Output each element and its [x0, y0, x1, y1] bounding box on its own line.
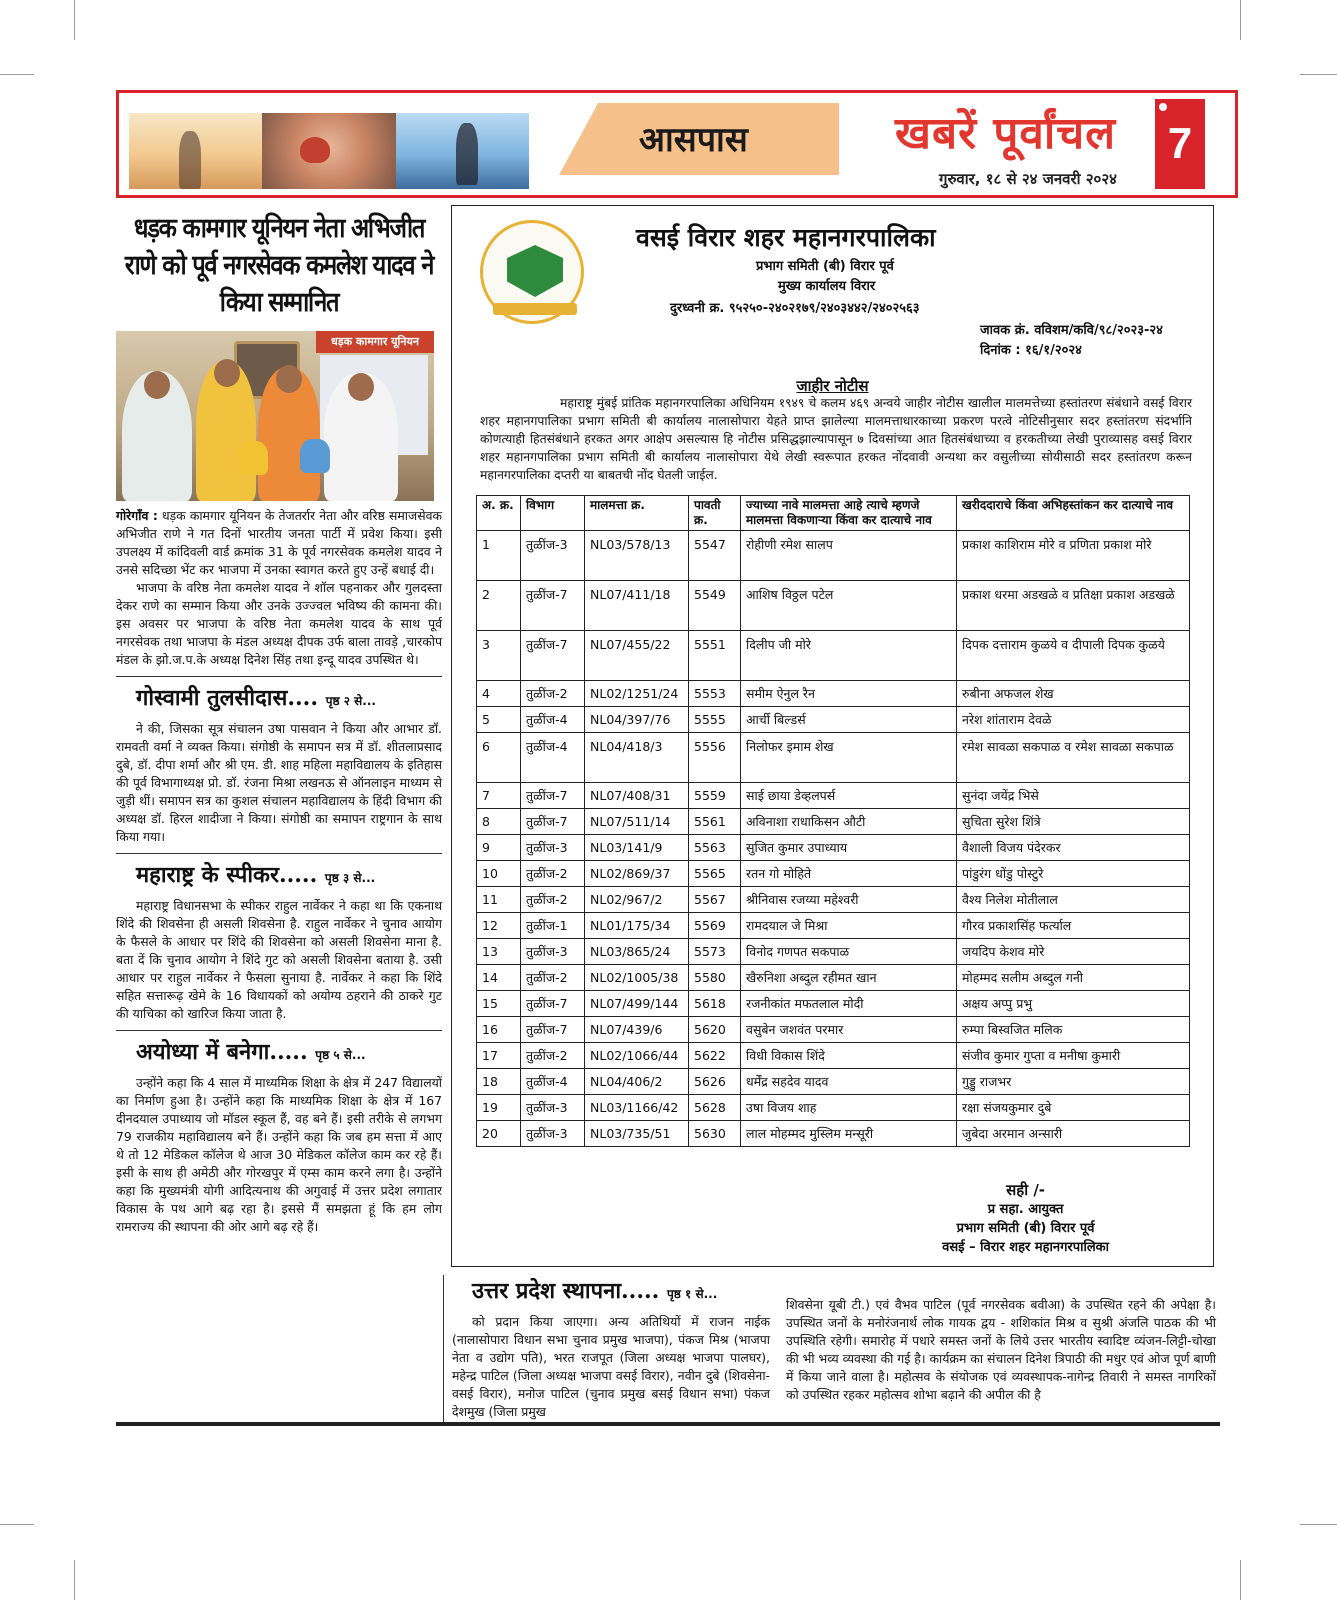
- crop-mark: [1300, 1524, 1337, 1525]
- table-cell: तुळींज-3: [521, 1121, 585, 1147]
- table-cell: NL01/175/34: [585, 913, 689, 939]
- table-cell: 6: [477, 733, 521, 783]
- org-line: प्रभाग समिती (बी) विरार पूर्व: [756, 259, 894, 274]
- col-header: विभाग: [521, 496, 585, 531]
- table-cell: 5626: [689, 1069, 741, 1095]
- continued-ref: पृष्ठ ५ से...: [315, 1048, 366, 1062]
- table-cell: तुळींज-2: [521, 887, 585, 913]
- table-row: [477, 1043, 1190, 1069]
- table-row: [477, 965, 1190, 991]
- table-cell: जयदिप केशव मोरे: [957, 939, 1190, 965]
- story-headline: गोस्वामी तुलसीदास.... पृष्ठ २ से...: [136, 685, 376, 711]
- notice-heading: जाहीर नोटीस: [796, 377, 869, 395]
- table-cell: आशिष विठ्ठल पटेल: [741, 581, 957, 631]
- table-cell: NL07/511/14: [585, 809, 689, 835]
- table-cell: रक्षा संजयकुमार दुबे: [957, 1095, 1190, 1121]
- table-cell: धर्मेंद्र सहदेव यादव: [741, 1069, 957, 1095]
- table-cell: तुळींज-4: [521, 707, 585, 733]
- table-cell: तुळींज-2: [521, 861, 585, 887]
- table-cell: तुळींज-3: [521, 939, 585, 965]
- table-cell: 15: [477, 991, 521, 1017]
- col-header: मालमत्ता क्र.: [585, 496, 689, 531]
- issue-date: गुरुवार, १८ से २४ जनवरी २०२४: [939, 170, 1117, 188]
- table-cell: 5565: [689, 861, 741, 887]
- ref-number: जावक क्रं. वविशम/कवि/९८/२०२३-२४: [980, 323, 1163, 338]
- table-row: [477, 681, 1190, 707]
- signatory-org: वसई – विरार शहर महानगरपालिका: [942, 1240, 1109, 1255]
- table-cell: विनोद गणपत सकपाळ: [741, 939, 957, 965]
- lead-photo: [116, 331, 434, 501]
- table-row: [477, 1069, 1190, 1095]
- municipal-seal-icon: [480, 220, 584, 324]
- table-cell: तुळींज-2: [521, 965, 585, 991]
- col-header: अ. क्र.: [477, 496, 521, 531]
- lead-paragraph: गोरेगाँव : धड़क कामगार यूनियन के तेजतर्रार नेता और वरिष्ठ समाजसेवक अभिजीत राणे ने गत दिनों भारतीय जनता पार्टी में प्रवेश किया। इसी उपलक्ष्य में कांदिवली वार्ड क्रमांक 31 के पूर्व नगरसेवक कमलेश यादव ने उनसे सदिच्छा भेंट कर भाजपा में उनका स्वागत करते हुए उन्हें बधाई दी।: [116, 508, 442, 577]
- story-headline: महाराष्ट्र के स्पीकर..... पृष्ठ ३ से...: [136, 862, 376, 888]
- table-row: [477, 913, 1190, 939]
- table-cell: 5622: [689, 1043, 741, 1069]
- table-header-row: [477, 496, 1190, 531]
- crop-mark: [1240, 1560, 1241, 1600]
- table-cell: प्रकाश धरमा अडखळे व प्रतिक्षा प्रकाश अडखळे: [957, 581, 1190, 631]
- table-cell: तुळींज-3: [521, 531, 585, 581]
- table-cell: 3: [477, 631, 521, 681]
- table-cell: अक्षय अप्पु प्रभु: [957, 991, 1190, 1017]
- table-cell: सुचिता सुरेश शिंत्रे: [957, 809, 1190, 835]
- table-cell: 5630: [689, 1121, 741, 1147]
- table-cell: NL02/1066/44: [585, 1043, 689, 1069]
- table-cell: गुड्डु राजभर: [957, 1069, 1190, 1095]
- table-cell: तुळींज-4: [521, 1069, 585, 1095]
- table-cell: 18: [477, 1069, 521, 1095]
- crop-mark: [1300, 74, 1337, 75]
- crop-mark: [74, 1560, 75, 1600]
- signature-mark: सही /-: [1006, 1181, 1046, 1199]
- table-cell: निलोफर इमाम शेख: [741, 733, 957, 783]
- table-cell: NL04/406/2: [585, 1069, 689, 1095]
- table-cell: 5573: [689, 939, 741, 965]
- table-row: [477, 1017, 1190, 1043]
- table-cell: विधी विकास शिंदे: [741, 1043, 957, 1069]
- table-cell: रुबीना अफजल शेख: [957, 681, 1190, 707]
- org-phone: दुरध्वनी क्र. ९५२५०-२४०२१७९/२४०३४४२/२४०२५६३: [670, 301, 920, 316]
- header-photo-runner: [396, 113, 529, 189]
- signatory-office: प्रभाग समिती (बी) विरार पूर्व: [956, 1221, 1095, 1236]
- table-cell: NL07/455/22: [585, 631, 689, 681]
- table-cell: दिपक दत्ताराम कुळये व दीपाली दिपक कुळये: [957, 631, 1190, 681]
- continued-ref: पृष्ठ १ से...: [666, 1287, 718, 1301]
- table-cell: NL04/418/3: [585, 733, 689, 783]
- bouquet-icon: [238, 441, 268, 475]
- table-cell: उषा विजय शाह: [741, 1095, 957, 1121]
- table-row: [477, 1095, 1190, 1121]
- table-cell: NL02/967/2: [585, 887, 689, 913]
- table-cell: रतन गो मोहिते: [741, 861, 957, 887]
- header-photo-sunrise: [129, 113, 262, 189]
- table-cell: NL04/397/76: [585, 707, 689, 733]
- table-cell: समीम ऐनुल रैन: [741, 681, 957, 707]
- story-headline: अयोध्या में बनेगा..... पृष्ठ ५ से...: [136, 1039, 366, 1065]
- lead-headline: धड़क कामगार यूनियन नेता अभिजीत राणे को पूर्व नगरसेवक कमलेश यादव ने किया सम्मानित: [124, 213, 434, 318]
- notice-date: दिनांक : १६/१/२०२४: [980, 343, 1082, 358]
- table-row: [477, 861, 1190, 887]
- table-cell: तुळींज-7: [521, 631, 585, 681]
- table-cell: 11: [477, 887, 521, 913]
- table-cell: वैश्य निलेश मोतीलाल: [957, 887, 1190, 913]
- table-cell: तुळींज-3: [521, 835, 585, 861]
- table-cell: NL07/439/6: [585, 1017, 689, 1043]
- table-cell: तुळींज-7: [521, 783, 585, 809]
- notice-body: महाराष्ट्र मुंबई प्रांतिक महानगरपालिका अधिनियम १९४९ चे कलम ४६९ अन्वये जाहीर नोटीस खालील मालमत्तेच्या हस्तांतरण संबंधाने वसई विरार शहर महानगपालिका प्रभाग समिती बी कार्यालय नालासोपारा येहते प्राप्त झालेल्या मालमत्ताधारकाच्या प्रकरण परत्वे नोटिसीनुसार सदर हस्तांतरण संदर्भानि कोणत्याही हितसंबंधाने हरकत अगर आक्षेप असल्यास हि नोटीस प्रसिद्धझाल्यापासून ७ दिवसांच्या आत हितसंबंधाच्या व हरकतीच्या लेखी पुराव्यासह वसई विरार शहर महानगपालिका प्रभाग समिती बी कार्यालय नालासोपारा येथे लेखी स्वरूपात हरकत नोंदवावी अन्यथा कर वसुलीच्या सोयीसाठी सदर हस्तांतरण करून महानगरपालिका दप्तरी या बाबतची नोंद घेतली जाईल.: [480, 396, 1192, 482]
- table-cell: रजनीकांत मफतलाल मोदी: [741, 991, 957, 1017]
- table-cell: 5: [477, 707, 521, 733]
- crop-mark: [1240, 0, 1241, 40]
- table-cell: NL07/499/144: [585, 991, 689, 1017]
- table-cell: आर्ची बिल्डर्स: [741, 707, 957, 733]
- table-cell: तुळींज-7: [521, 809, 585, 835]
- table-cell: तुळींज-4: [521, 733, 585, 783]
- story-text: को प्रदान किया जाएगा। अन्य अतिथियों में राजन नाईक (नालासोपारा विधान सभा चुनाव प्रमुख भाजपा), पंकज मिश्र (भाजपा नेता व उद्योग पति), भरत राजपूत (जिला अध्यक्ष भाजपा पालघर), महेन्द्र पाटिल (जिला अध्यक्ष भाजपा वसई विरार), नवीन दुबे (शिवसेना-वसई विरार), मनोज पाटिल (चुनाव प्रमुख बसई विधान सभा) पंकज देशमुख (जिला प्रमुख: [452, 1314, 770, 1419]
- table-cell: 5553: [689, 681, 741, 707]
- table-row: [477, 581, 1190, 631]
- column-divider: [443, 1275, 444, 1422]
- bottom-story-right: [786, 1296, 1216, 1404]
- table-cell: जुबेदा अरमान अन्सारी: [957, 1121, 1190, 1147]
- section-label: आसपास: [639, 120, 748, 160]
- table-cell: प्रकाश काशिराम मोरे व प्रणिता प्रकाश मोरे: [957, 531, 1190, 581]
- table-cell: 5551: [689, 631, 741, 681]
- table-cell: नरेश शांताराम देवळे: [957, 707, 1190, 733]
- table-cell: सुनंदा जयेंद्र भिसे: [957, 783, 1190, 809]
- header-photo-hands: [262, 113, 395, 189]
- table-cell: लाल मोहम्मद मुस्लिम मन्सूरी: [741, 1121, 957, 1147]
- table-cell: मोहम्मद सलीम अब्दुल गनी: [957, 965, 1190, 991]
- table-row: [477, 991, 1190, 1017]
- crop-mark: [74, 0, 75, 40]
- table-cell: 9: [477, 835, 521, 861]
- table-cell: 5569: [689, 913, 741, 939]
- table-cell: 5555: [689, 707, 741, 733]
- table-cell: 17: [477, 1043, 521, 1069]
- table-cell: NL03/578/13: [585, 531, 689, 581]
- bottom-story-left: [452, 1276, 770, 1421]
- crop-mark: [0, 1524, 34, 1525]
- left-column: [116, 210, 442, 1236]
- table-cell: 7: [477, 783, 521, 809]
- table-row: [477, 733, 1190, 783]
- table-row: [477, 631, 1190, 681]
- table-cell: 4: [477, 681, 521, 707]
- table-cell: 5556: [689, 733, 741, 783]
- heart-icon: [300, 137, 330, 163]
- table-row: [477, 835, 1190, 861]
- table-row: [477, 707, 1190, 733]
- property-table: [476, 495, 1190, 1147]
- table-cell: NL03/141/9: [585, 835, 689, 861]
- continued-ref: पृष्ठ ३ से...: [324, 871, 376, 885]
- table-cell: श्रीनिवास रजय्या महेश्वरी: [741, 887, 957, 913]
- table-cell: रामदयाल जे मिश्रा: [741, 913, 957, 939]
- table-cell: 20: [477, 1121, 521, 1147]
- table-cell: 13: [477, 939, 521, 965]
- col-header: ज्याच्या नावे मालमत्ता आहे त्याचे म्हणजे मालमत्ता विकणाऱ्या किंवा कर दात्याचे नाव: [741, 496, 957, 531]
- photo-banner: धड़क कामगार यूनियन: [316, 331, 434, 353]
- page-number: 7: [1167, 119, 1193, 168]
- story-headline: उत्तर प्रदेश स्थापना..... पृष्ठ १ से...: [472, 1278, 718, 1304]
- table-row: [477, 887, 1190, 913]
- table-cell: NL03/1166/42: [585, 1095, 689, 1121]
- table-cell: 5620: [689, 1017, 741, 1043]
- continued-ref: पृष्ठ २ से...: [325, 694, 376, 708]
- table-cell: 5549: [689, 581, 741, 631]
- public-notice: [451, 205, 1214, 1267]
- page-number-box: [1155, 99, 1205, 189]
- table-cell: 5618: [689, 991, 741, 1017]
- table-cell: 10: [477, 861, 521, 887]
- table-cell: NL02/1251/24: [585, 681, 689, 707]
- dot-icon: [1159, 103, 1167, 111]
- story-text: उन्होंने कहा कि 4 साल में माध्यमिक शिक्षा के क्षेत्र में 247 विद्यालयों का निर्माण हुआ है। उन्होंने कहा कि माध्यमिक शिक्षा के क्षेत्र में 167 दीनदयाल उपाध्याय जो मॉडल स्कूल हैं, वह बने हैं। इसी तरीके से लगभग 79 राजकीय महाविद्यालय बने हैं। उन्होंने कहा कि जब हम सत्ता में आए थे तो 12 मेडिकल कॉलेज थे आज 30 मेडिकल कॉलेज काम कर रहे हैं। इसी के साथ ही अमेठी और गोरखपुर में एम्स काम करने लगा है। उन्होंने कहा कि मुख्यमंत्री योगी आदित्यनाथ की अगुवाई में उत्तर प्रदेश लगातार विकास के पथ आगे बढ़ रहा है। इससे मैं समझता हूं कि हम लोग रामराज्य की स्थापना की ओर आगे बढ़ रहे हैं।: [116, 1075, 442, 1234]
- crop-mark: [0, 74, 34, 75]
- table-cell: तुळींज-7: [521, 1017, 585, 1043]
- table-cell: 16: [477, 1017, 521, 1043]
- col-header: पावती क्र.: [689, 496, 741, 531]
- org-title: वसई विरार शहर महानगरपालिका: [636, 223, 936, 252]
- dateline: गोरेगाँव :: [116, 508, 158, 523]
- table-cell: 5580: [689, 965, 741, 991]
- story-text: ने की, जिसका सूत्र संचालन उषा पासवान ने किया और आभार डॉ. रामवती वर्मा ने व्यक्त किया। संगोष्ठी के समापन सत्र में डॉ. शीतलाप्रसाद दुबे, डॉ. दीपा शर्मा और श्री एम. डी. शाह महिला महाविद्यालय के इतिहास की पूर्व विभागाध्यक्ष प्रो. डॉ. रंजना मिश्रा लखनऊ से ऑनलाइन माध्यम से जुड़ी थीं। समापन सत्र का कुशल संचालन महाविद्यालय के हिंदी विभाग की अध्यक्ष डॉ. हिरल शादीजा ने किया। संगोष्ठी का समापन राष्ट्रगान के साथ किया गया।: [116, 721, 442, 844]
- table-cell: रमेश सावळा सकपाळ व रमेश सावळा सकपाळ: [957, 733, 1190, 783]
- table-cell: पांडुरंग धोंडु पोस्टुरे: [957, 861, 1190, 887]
- table-cell: NL03/735/51: [585, 1121, 689, 1147]
- table-cell: NL02/869/37: [585, 861, 689, 887]
- table-cell: गौरव प्रकाशसिंह फर्त्याल: [957, 913, 1190, 939]
- table-cell: 1: [477, 531, 521, 581]
- table-cell: 8: [477, 809, 521, 835]
- table-row: [477, 783, 1190, 809]
- newspaper-brand: खबरें पूर्वांचल: [895, 108, 1117, 159]
- story-text: शिवसेना यूबी टी.) एवं वैभव पाटिल (पूर्व नगरसेवक बवीआ) के उपस्थित रहने की अपेक्षा है।उपस्थित जनों के मनोरंजनार्थ लोक गायक द्वय - शशिकांत मिश्र व सुश्री अंजलि पाठक की भी उपस्थिति रहेगी। समारोह में पधारे समस्त जनों के लिये उत्तर भारतीय स्वादिष्ट व्यंजन-लिट्टी-चोखा की भी भव्य व्यवस्था की गई है। कार्यक्रम का संचालन दिनेश त्रिपाठी की मधुर एवं ओज पूर्ण बाणी में किया जाने वाला है। महोत्सव के संयोजक एवं व्यवस्थापक-नागेन्द्र तिवारी ने समस्त नागरिकों को उपस्थित रहकर महोत्सव शोभा बढ़ाने की अपील की है: [786, 1297, 1216, 1402]
- table-cell: अविनाशा राधाकिसन औटी: [741, 809, 957, 835]
- signatory-title: प्र सहा. आयुक्त: [987, 1202, 1064, 1217]
- table-cell: 12: [477, 913, 521, 939]
- table-cell: NL07/411/18: [585, 581, 689, 631]
- bottom-rule: [116, 1422, 1220, 1426]
- table-cell: NL03/865/24: [585, 939, 689, 965]
- table-cell: रोहीणी रमेश सालप: [741, 531, 957, 581]
- table-cell: रुम्पा बिस्वजित मलिक: [957, 1017, 1190, 1043]
- table-cell: तुळींज-2: [521, 681, 585, 707]
- org-line: मुख्य कार्यालय विरार: [778, 279, 876, 294]
- table-cell: तुळींज-2: [521, 1043, 585, 1069]
- table-cell: 19: [477, 1095, 521, 1121]
- col-header: खरीददाराचे किंवा अभिहस्तांकन कर दात्याचे नाव: [957, 496, 1190, 531]
- table-row: [477, 531, 1190, 581]
- table-cell: 14: [477, 965, 521, 991]
- table-cell: तुळींज-7: [521, 991, 585, 1017]
- page-header: [116, 90, 1238, 198]
- lead-paragraph: भाजपा के वरिष्ठ नेता कमलेश यादव ने शॉल पहनाकर और गुलदस्ता देकर राणे का सम्मान किया और उनके उज्ज्वल भविष्य की कामना की। इस अवसर पर भाजपा के वरिष्ठ नेता कमलेश यादव के साथ पूर्व नगरसेवक तथा भाजपा के मंडल अध्यक्ष दीपक उर्फ बाला तावड़े ,चारकोप मंडल के झो.ज.प.के अध्यक्ष दिनेश सिंह तथा इन्दू यादव उपस्थित थे।: [116, 580, 442, 667]
- table-row: [477, 1121, 1190, 1147]
- signature-block: [942, 1181, 1109, 1257]
- table-cell: 5547: [689, 531, 741, 581]
- table-cell: साई छाया डेव्हलपर्स: [741, 783, 957, 809]
- table-cell: तुळींज-3: [521, 1095, 585, 1121]
- table-cell: खैरुनिशा अब्दुल रहीमत खान: [741, 965, 957, 991]
- bouquet-icon: [300, 439, 330, 473]
- table-row: [477, 809, 1190, 835]
- table-row: [477, 939, 1190, 965]
- table-cell: संजीव कुमार गुप्ता व मनीषा कुमारी: [957, 1043, 1190, 1069]
- table-cell: वसुबेन जशवंत परमार: [741, 1017, 957, 1043]
- table-cell: 5563: [689, 835, 741, 861]
- table-cell: तुळींज-1: [521, 913, 585, 939]
- table-cell: 5567: [689, 887, 741, 913]
- table-cell: दिलीप जी मोरे: [741, 631, 957, 681]
- table-cell: 5561: [689, 809, 741, 835]
- story-text: महाराष्ट्र विधानसभा के स्पीकर राहुल नार्वेकर ने कहा था कि एकनाथ शिंदे की शिवसेना ही असली शिवसेना है. राहुल नार्वेकर ने चुनाव आयोग के फैसले के आधार पर शिंदे की शिवसेना को असली शिवसेना माना है. बता दें कि चुनाव आयोग ने शिंदे गुट को असली शिवसेना बताया है. उसी आधार पर राहुल नार्वेकर ने फैसला सुनाया है. नार्वेकर ने कहा कि शिंदे सहित सत्तारूढ़ खेमे के 16 विधायकों को अयोग्य ठहराने की ठाकरे गुट की याचिका को खारिज किया जाता है.: [116, 898, 442, 1021]
- header-photo-strip: [129, 113, 529, 189]
- table-cell: 2: [477, 581, 521, 631]
- table-cell: तुळींज-7: [521, 581, 585, 631]
- table-cell: NL07/408/31: [585, 783, 689, 809]
- table-cell: NL02/1005/38: [585, 965, 689, 991]
- table-cell: वैशाली विजय पंदेरकर: [957, 835, 1190, 861]
- table-cell: सुजित कुमार उपाध्याय: [741, 835, 957, 861]
- table-cell: 5628: [689, 1095, 741, 1121]
- table-cell: 5559: [689, 783, 741, 809]
